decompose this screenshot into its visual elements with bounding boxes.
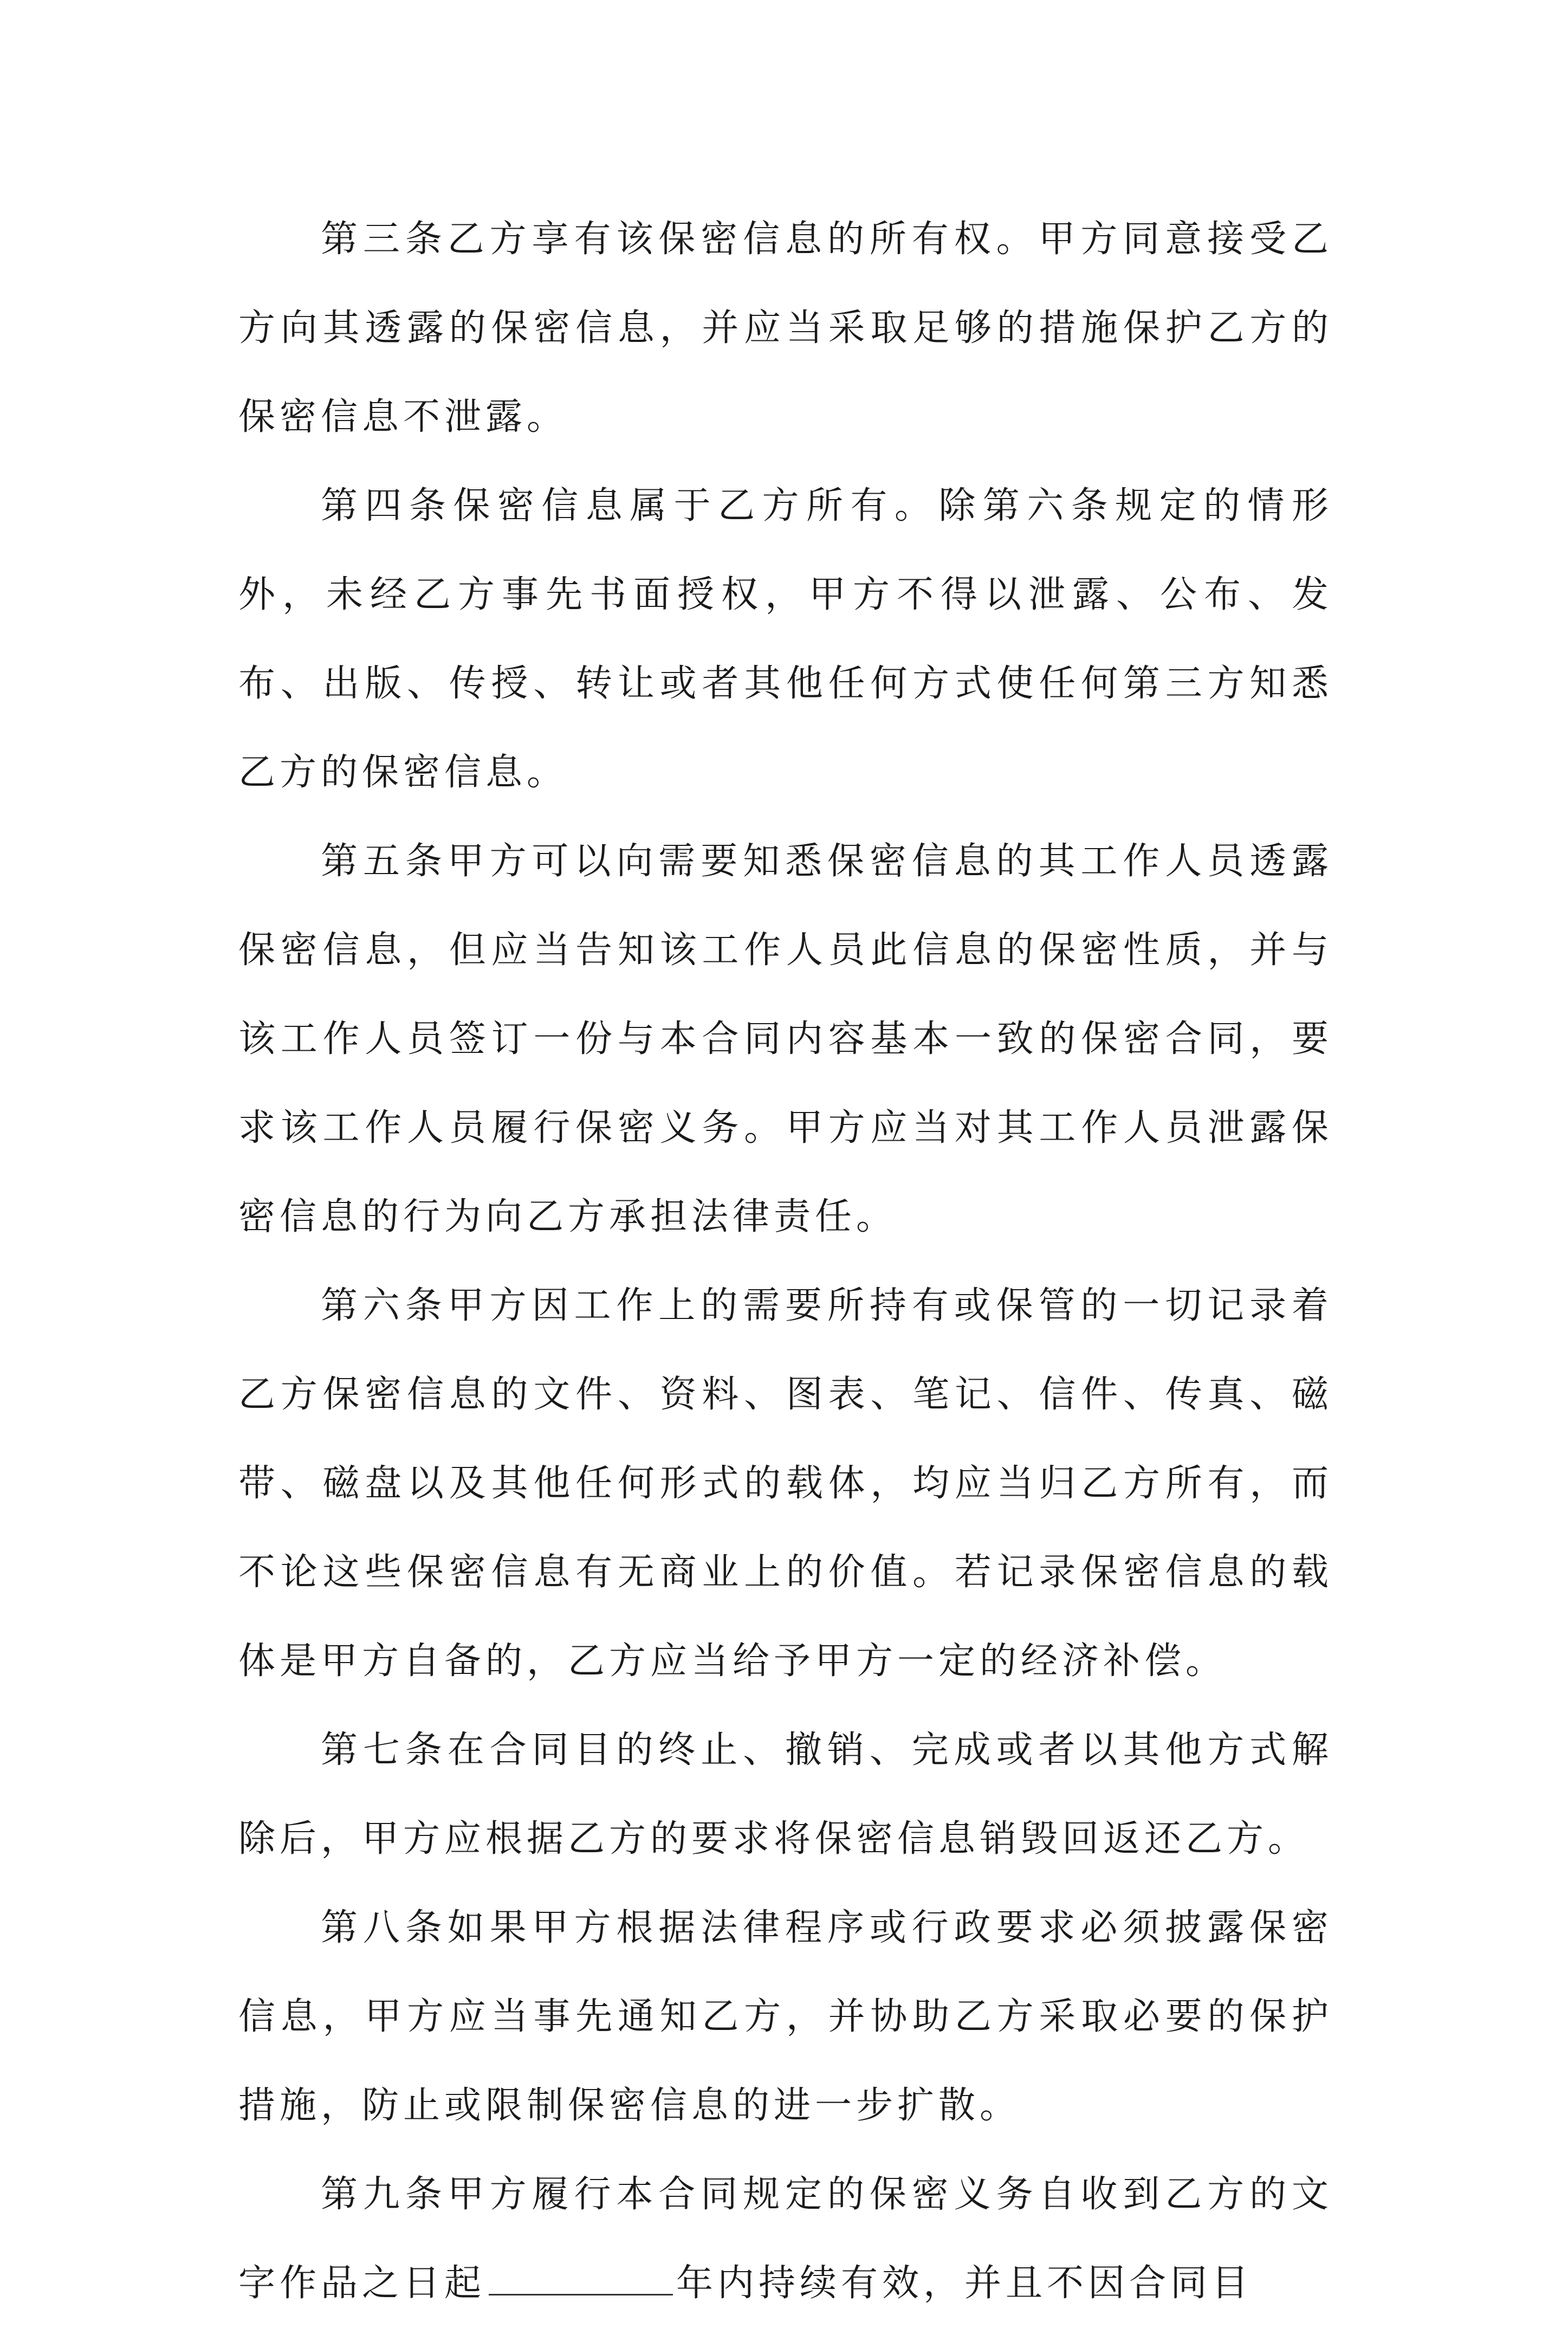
article-9-text-after-blank: 年内持续有效，并且不因合同目: [676, 2262, 1253, 2305]
article-5-paragraph: 第五条甲方可以向需要知悉保密信息的其工作人员透露保密信息，但应当告知该工作人员此信息的保密性质，并与该工作人员签订一份与本合同内容基本一致的保密合同，要求该工作人员履行保密义务。甲方应当对其工作人员泄露保密信息的行为向乙方承担法律责任。: [238, 840, 1333, 1238]
article-9-paragraph: [238, 2150, 1333, 2328]
article-7-paragraph: 第七条在合同目的终止、撤销、完成或者以其他方式解除后，甲方应根据乙方的要求将保密信息销毁回返还乙方。: [238, 1729, 1333, 1860]
article-3-paragraph: 第三条乙方享有该保密信息的所有权。甲方同意接受乙方向其透露的保密信息，并应当采取足够的措施保护乙方的保密信息不泄露。: [238, 218, 1333, 438]
fill-in-blank-line: [489, 2261, 673, 2295]
document-body: [238, 195, 1333, 2328]
article-6-paragraph: 第六条甲方因工作上的需要所持有或保管的一切记录着乙方保密信息的文件、资料、图表、笔记、信件、传真、磁带、磁盘以及其他任何形式的载体，均应当归乙方所有，而不论这些保密信息有无商业上的价值。若记录保密信息的载体是甲方自备的，乙方应当给予甲方一定的经济补偿。: [238, 1284, 1333, 1683]
article-4-paragraph: 第四条保密信息属于乙方所有。除第六条规定的情形外，未经乙方事先书面授权，甲方不得以泄露、公布、发布、出版、传授、转让或者其他任何方式使任何第三方知悉乙方的保密信息。: [238, 484, 1333, 794]
article-9-text-before-blank: 第九条甲方履行本合同规定的保密义务自收到乙方的文字作品之日起: [238, 2173, 1333, 2305]
article-8-paragraph: 第八条如果甲方根据法律程序或行政要求必须披露保密信息，甲方应当事先通知乙方，并协助乙方采取必要的保护措施，防止或限制保密信息的进一步扩散。: [238, 1906, 1333, 2127]
